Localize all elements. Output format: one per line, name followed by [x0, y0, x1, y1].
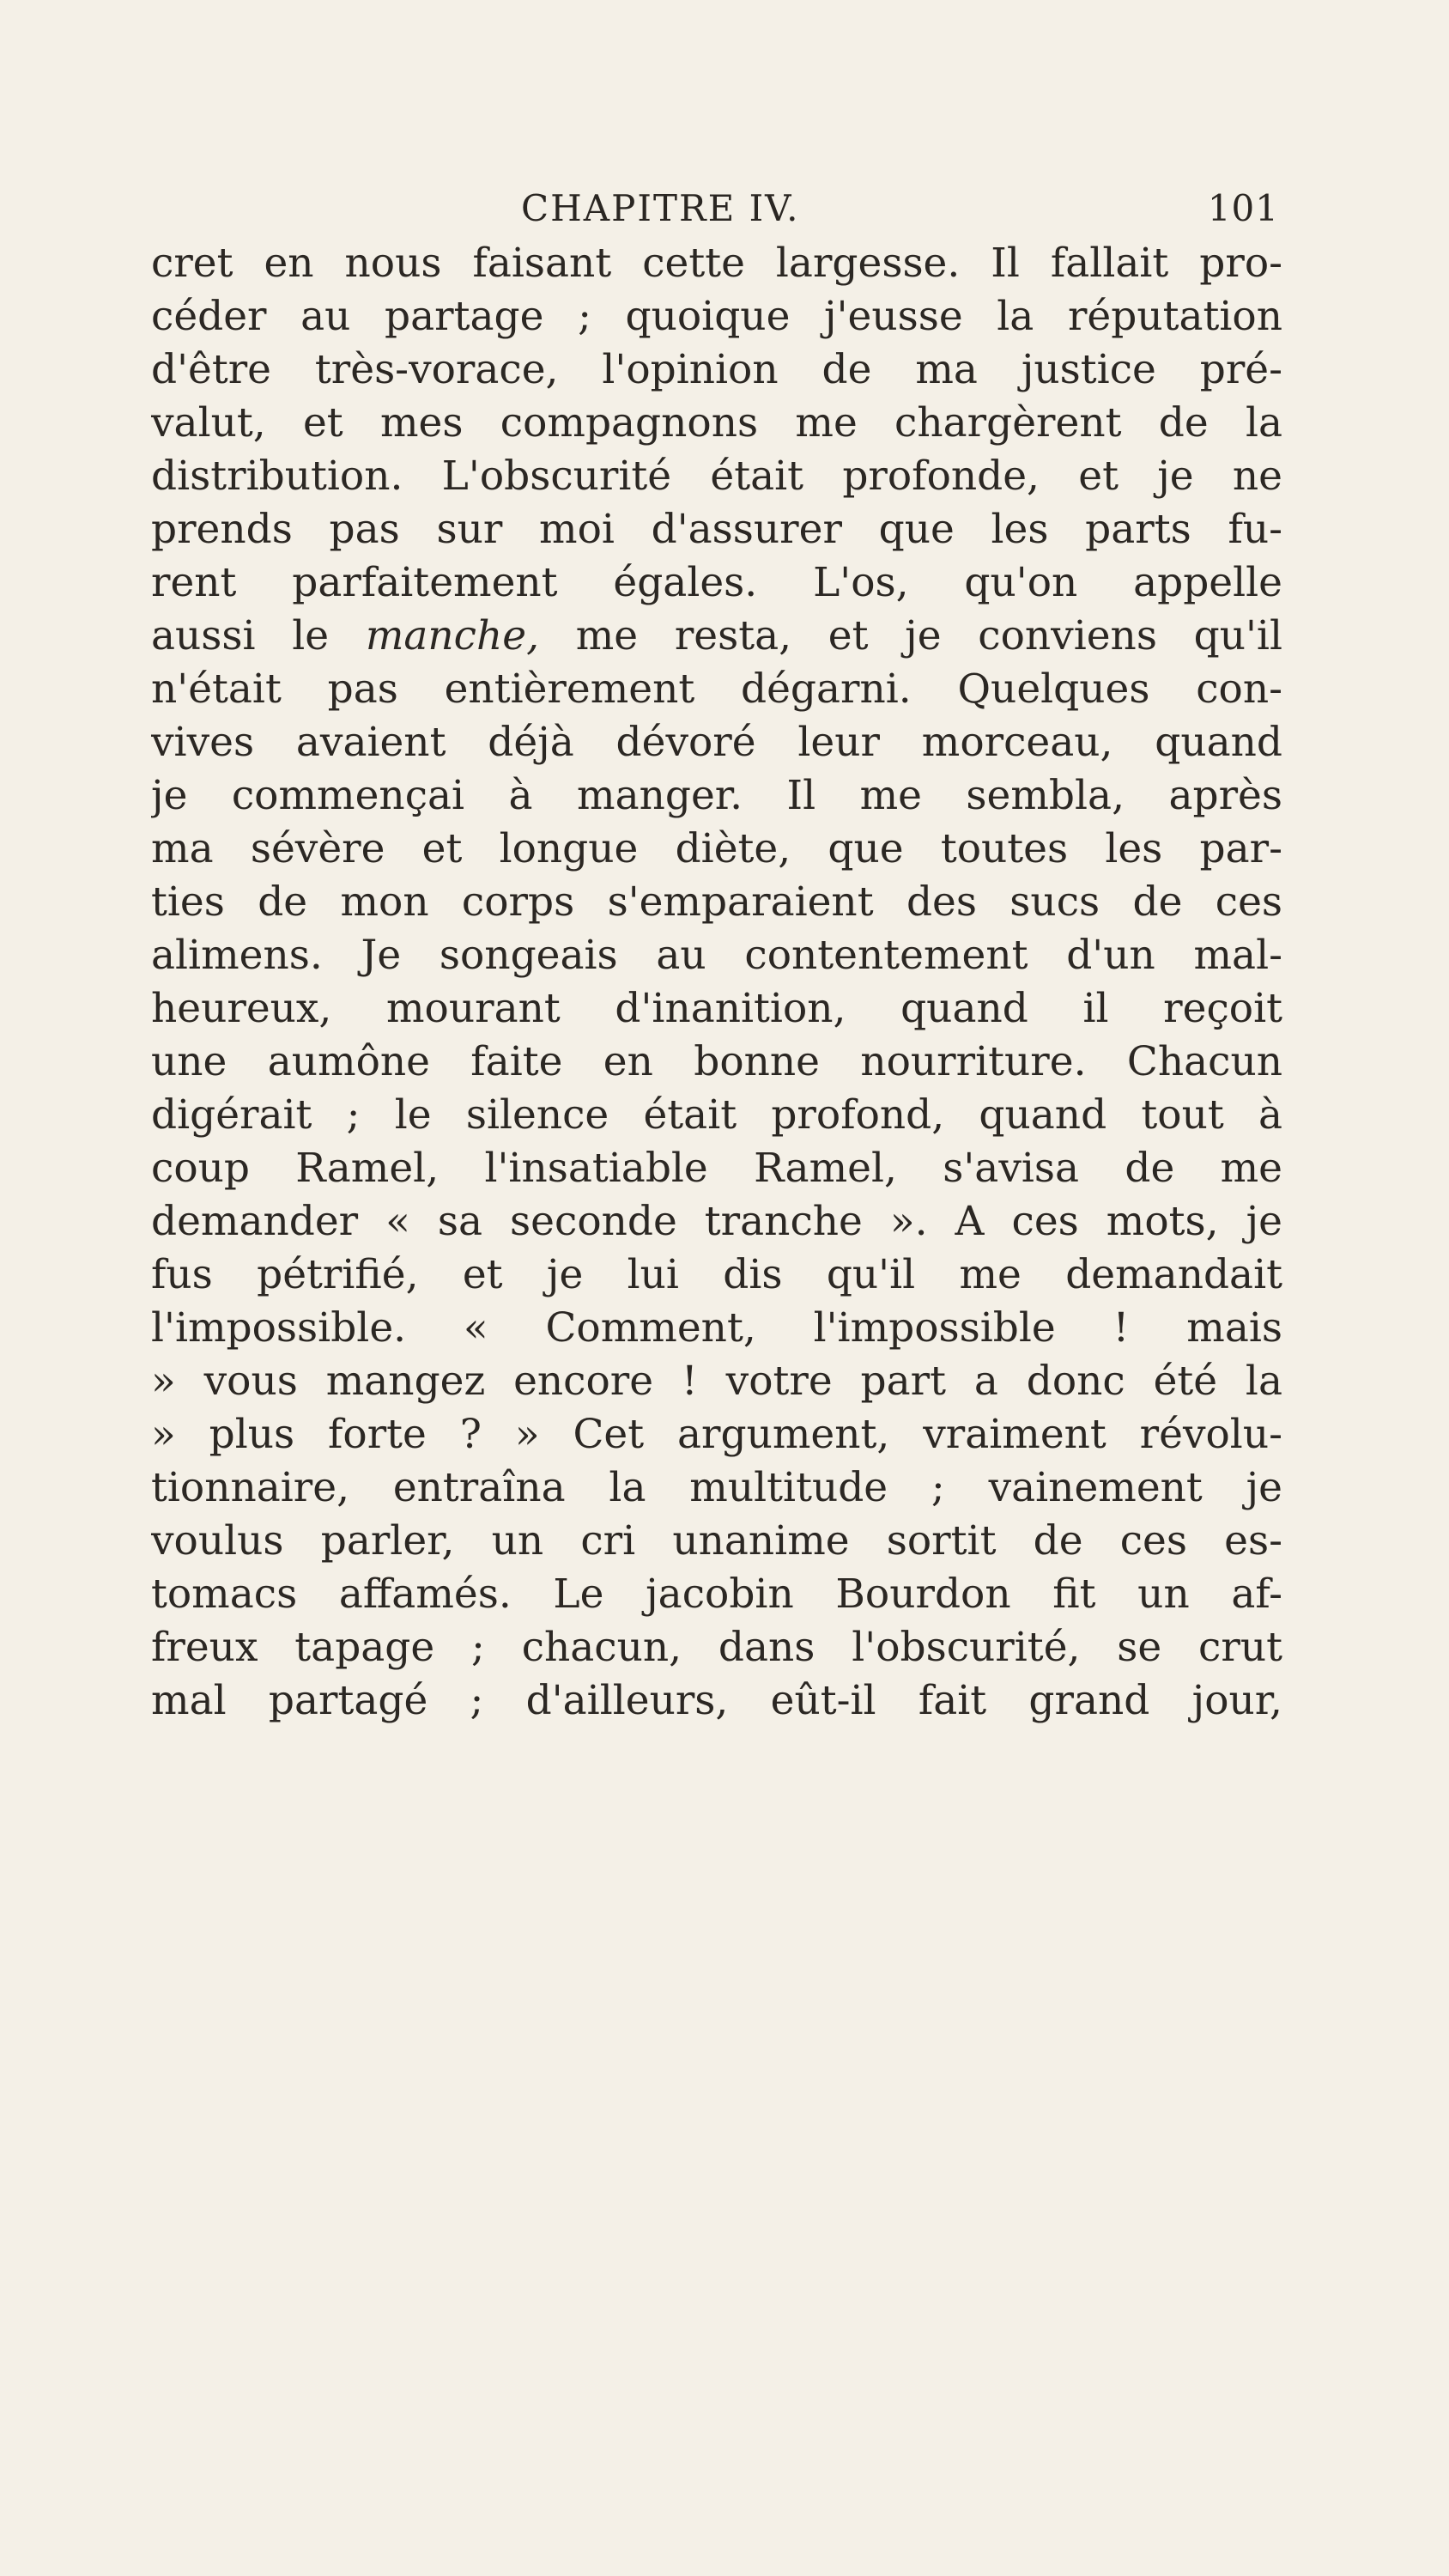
page-number: 101: [1207, 187, 1279, 229]
text-line-23: » plus forte ? » Cet argument, vraiment révolu-: [151, 1411, 1282, 1458]
text-line-10: vives avaient déjà dévoré leur morceau, quand: [151, 719, 1282, 766]
text-line-21: l'impossible. « Comment, l'impossible ! mais: [151, 1304, 1282, 1352]
text-line-25: voulus parler, un cri unanime sortit de ces es-: [151, 1517, 1282, 1564]
text-line-12: ma sévère et longue diète, que toutes les par-: [151, 825, 1282, 872]
text-line-11: je commençai à manger. Il me sembla, après: [151, 772, 1282, 819]
text-line-3: d'être très-vorace, l'opinion de ma justice pré-: [151, 346, 1282, 393]
text-line-4: valut, et mes compagnons me chargèrent de la: [151, 399, 1282, 447]
text-line-16: une aumône faite en bonne nourriture. Chacun: [151, 1038, 1282, 1085]
text-line-28: mal partagé ; d'ailleurs, eût-il fait grand jour,: [151, 1677, 1282, 1724]
text-line-5: distribution. L'obscurité était profonde, et je ne: [151, 453, 1282, 500]
text-line-19: demander « sa seconde tranche ». A ces mots, je: [151, 1198, 1282, 1245]
text-line-27: freux tapage ; chacun, dans l'obscurité, se crut: [151, 1624, 1282, 1671]
text-line-1: cret en nous faisant cette largesse. Il fallait pro-: [151, 240, 1282, 287]
text-line-8: [151, 610, 1282, 663]
text-line-14: alimens. Je songeais au contentement d'un mal-: [151, 932, 1282, 979]
text-line-8-start: aussi le: [151, 612, 366, 659]
text-line-17: digérait ; le silence était profond, quand tout à: [151, 1091, 1282, 1139]
text-line-22: » vous mangez encore ! votre part a donc été la: [151, 1358, 1282, 1405]
text-line-26: tomacs affamés. Le jacobin Bourdon fit un af-: [151, 1571, 1282, 1618]
text-line-8-end: me resta, et je conviens qu'il: [539, 612, 1282, 659]
italic-word-manche: manche,: [365, 612, 540, 659]
text-line-2: céder au partage ; quoique j'eusse la réputation: [151, 293, 1282, 340]
text-line-24: tionnaire, entraîna la multitude ; vainement je: [151, 1464, 1282, 1511]
running-head: [148, 187, 1279, 239]
body-text: [151, 237, 1282, 1728]
text-line-7: rent parfaitement égales. L'os, qu'on appelle: [151, 559, 1282, 606]
text-line-15: heureux, mourant d'inanition, quand il reçoit: [151, 985, 1282, 1032]
text-line-20: fus pétrifié, et je lui dis qu'il me demandait: [151, 1251, 1282, 1298]
text-line-6: prends pas sur moi d'assurer que les parts fu-: [151, 506, 1282, 553]
text-line-18: coup Ramel, l'insatiable Ramel, s'avisa de me: [151, 1145, 1282, 1192]
chapter-title: CHAPITRE IV.: [521, 187, 800, 229]
text-line-13: ties de mon corps s'emparaient des sucs de ces: [151, 878, 1282, 926]
text-line-9: n'était pas entièrement dégarni. Quelques con-: [151, 665, 1282, 713]
